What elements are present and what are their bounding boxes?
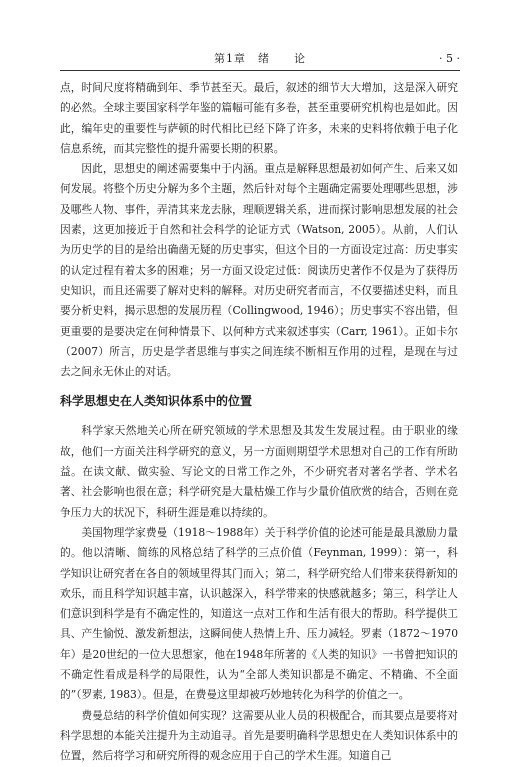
- paragraph: 因此，思想史的阐述需要集中于内涵。重点是解释思想最初如何产生、后来又如何发展。将整个历史分解为多个主题，然后针对每个主题确定需要处理哪些思想，涉及哪些人物、事件，弄清其来龙去脉，理顺逻辑关系，进而探讨影响思想发展的社会因素，这更加接近于自然和社会科学的论证方式（Watson, 2005）。从前，人们认为历史学的目的是给出确凿无疑的历史事实，但这个目的一方面设定过高：历史事实的认定过程有着太多的困难；另一方面又设定过低：阅读历史著作不仅是为了获得历史知识，而且还需要了解对史料的解释。对历史研究者而言，不仅要描述史料，而且要分析史料，揭示思想的发展历程（Collingwood, 1946）；历史事实不容出错，但更重要的是要决定在何种情景下、以何种方式来叙述事实（Carr, 1961）。正如卡尔（2007）所言，历史是学者思维与事实之间连续不断相互作用的过程，是现在与过去之间永无休止的对话。: [60, 162, 458, 379]
- running-header: [60, 50, 460, 68]
- paragraph: 费曼总结的科学价值如何实现？这需要从业人员的积极配合，而其要点是要将对科学思想的本能关注提升为主动追寻。首先是要明确科学思想史在人类知识体系中的位置，然后将学习和研究所得的观念应用于自己的学术生涯。知道自己: [60, 708, 458, 763]
- paragraph: 科学家天然地关心所在研究领域的学术思想及其发生发展过程。由于职业的缘故，他们一方面关注科学研究的意义，另一方面则期望学术思想对自己的工作有所助益。在读文献、做实验、写论文的日常工作之外，不少研究者对著名学者、学术名著、社会影响也很在意；科学研究是大量枯燥工作与少量价值欣赏的结合，否则在竞争压力大的状况下，科研生涯是难以持续的。: [60, 424, 458, 519]
- paragraph: 美国物理学家费曼（1918～1988年）关于科学价值的论述可能是最具激励力量的。他以清晰、简练的风格总结了科学的三点价值（Feynman, 1999）：第一，科学知识让研究者在各自的领域里得其门而入；第二，科学研究给人们带来获得新知的欢乐，而且科学知识越丰富，认识越深入，科学带来的快感就越多；第三，科学让人们意识到科学是有不确定性的，知道这一点对工作和生活有很大的帮助。科学提供工具、产生愉悦、激发新想法，这瞬间使人热情上升、压力减轻。罗素（1872～1970年）是20世纪的一位大思想家，他在1948年所著的《人类的知识》一书曾把知识的不确定性看成是科学的局限性，认为“全部人类知识都是不确定、不精确、不全面的”（罗素, 1983）。但是，在费曼这里却被巧妙地转化为科学的价值之一。: [60, 525, 458, 702]
- page-number: · 5 ·: [439, 52, 460, 65]
- chapter-title: 第1章 绪 论: [214, 52, 306, 65]
- section-heading: 科学思想史在人类知识体系中的位置: [60, 394, 253, 409]
- paragraph-continuation: 点，时间尺度将精确到年、季节甚至天。最后，叙述的细节大大增加，这是深入研究的必然。全球主要国家科学年鉴的篇幅可能有多卷，甚至重要研究机构也是如此。因此，编年史的重要性与萨顿的时代相比已经下降了许多，未来的史料将依赖于电子化信息系统，而其完整性的提升需要长期的积累。: [60, 81, 458, 155]
- header-rule: [60, 70, 460, 71]
- body-text: [60, 78, 458, 767]
